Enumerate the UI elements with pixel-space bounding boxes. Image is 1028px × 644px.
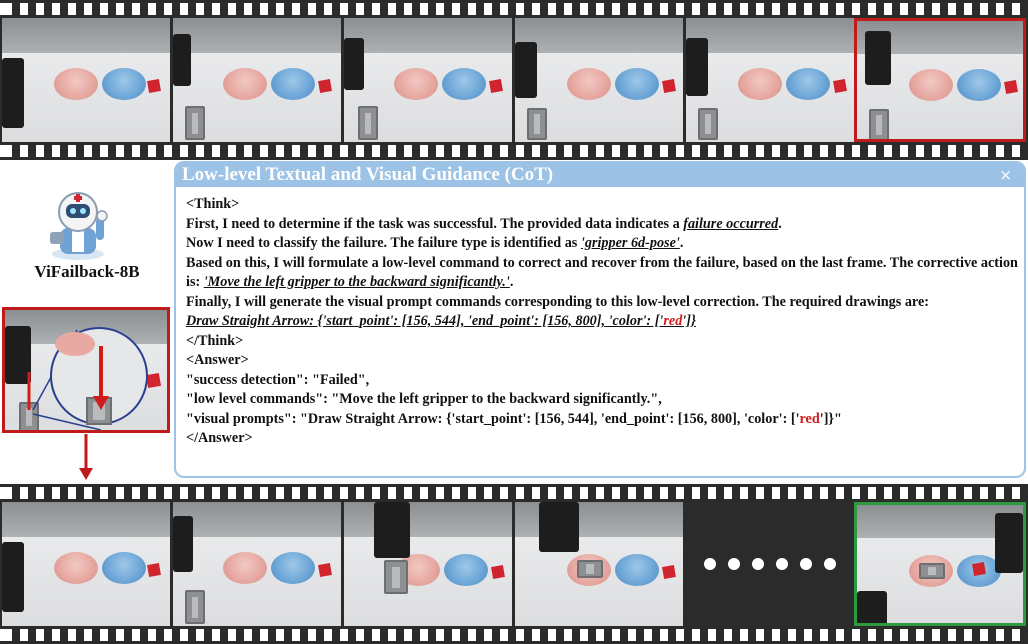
magnifier-overlay bbox=[5, 310, 167, 430]
gray-block bbox=[358, 106, 378, 140]
scene bbox=[344, 502, 512, 626]
film-sprocket-holes bbox=[0, 3, 1028, 15]
pink-bowl bbox=[738, 68, 782, 100]
red-cube bbox=[491, 565, 505, 579]
blue-bowl bbox=[615, 554, 659, 586]
failure-type-phrase: 'gripper 6d-pose' bbox=[580, 235, 680, 251]
pink-bowl bbox=[54, 552, 98, 584]
failure-occurred-phrase: failure occurred bbox=[683, 215, 779, 232]
scene bbox=[173, 18, 341, 142]
scene bbox=[344, 18, 512, 142]
red-cube bbox=[147, 79, 161, 93]
robot-arm bbox=[374, 502, 410, 558]
scene bbox=[173, 502, 341, 626]
ellipsis-dots-icon bbox=[686, 502, 854, 626]
top-frame-4 bbox=[515, 18, 683, 142]
robot-arm bbox=[2, 542, 24, 612]
answer-close-tag: </Answer> bbox=[186, 430, 253, 446]
robot-arm bbox=[173, 34, 191, 86]
pink-bowl bbox=[909, 69, 953, 101]
robot-arm bbox=[686, 38, 708, 96]
cot-guidance-panel bbox=[174, 161, 1026, 478]
blue-bowl bbox=[957, 69, 1001, 101]
bottom-frame-ellipsis bbox=[686, 502, 854, 626]
answer-open-tag: <Answer> bbox=[186, 352, 249, 368]
film-sprocket-holes bbox=[0, 629, 1028, 641]
top-frame-3 bbox=[344, 18, 512, 142]
reasoning-line-3: Based on this, I will formulate a low-level command to correct and recover from the failure, based on the last frame. The corrective action is: 'Move the left gripper to the backward significantly.'. bbox=[186, 254, 1018, 290]
cot-text bbox=[186, 195, 1018, 449]
answer-visual-prompts: "visual prompts": "Draw Straight Arrow: {'start_point': [156, 544], 'end_point': [156, 800], 'color': ['red']}" bbox=[186, 410, 842, 427]
scene bbox=[2, 502, 170, 626]
pink-bowl bbox=[223, 552, 267, 584]
top-frame-6-failure-highlight bbox=[854, 18, 1026, 142]
pink-bowl bbox=[54, 68, 98, 100]
gray-block bbox=[185, 590, 205, 624]
top-frame-1 bbox=[2, 18, 170, 142]
down-arrow-icon bbox=[76, 434, 96, 482]
corrective-action-phrase: 'Move the left gripper to the backward significantly.' bbox=[203, 274, 510, 290]
blue-bowl bbox=[444, 554, 488, 586]
robot-arm bbox=[344, 38, 364, 90]
scene bbox=[2, 18, 170, 142]
pink-bowl bbox=[223, 68, 267, 100]
top-film-strip bbox=[0, 0, 1028, 160]
red-cube bbox=[318, 79, 332, 93]
model-name: ViFailback-8B bbox=[34, 262, 140, 281]
red-color-word: red bbox=[663, 313, 683, 329]
top-frame-5 bbox=[686, 18, 854, 142]
gray-block bbox=[698, 108, 718, 140]
bottom-frame-4 bbox=[515, 502, 683, 626]
top-frame-2 bbox=[173, 18, 341, 142]
red-cube bbox=[833, 79, 847, 93]
bottom-frame-3 bbox=[344, 502, 512, 626]
bottom-film-strip bbox=[0, 484, 1028, 644]
red-cube bbox=[147, 563, 161, 577]
blue-bowl bbox=[786, 68, 830, 100]
answer-low-level-commands: "low level commands": "Move the left gripper to the backward significantly.", bbox=[186, 391, 662, 407]
pink-bowl bbox=[394, 68, 438, 100]
top-frames bbox=[0, 18, 1028, 142]
think-open-tag: <Think> bbox=[186, 196, 240, 212]
red-cube bbox=[489, 79, 503, 93]
bottom-frame-1 bbox=[2, 502, 170, 626]
gray-block bbox=[919, 563, 945, 579]
robot-arm bbox=[857, 591, 887, 625]
reasoning-line-4: Finally, I will generate the visual prompt commands corresponding to this low-level correction. The required drawings are: bbox=[186, 293, 929, 310]
scene bbox=[686, 18, 854, 142]
scene bbox=[515, 502, 683, 626]
think-close-tag: </Think> bbox=[186, 332, 244, 349]
gray-block bbox=[577, 560, 603, 578]
robot-arm bbox=[539, 502, 579, 552]
robot-arm bbox=[173, 516, 193, 572]
gray-block bbox=[527, 108, 547, 140]
film-sprocket-holes bbox=[0, 145, 1028, 157]
red-cube bbox=[662, 565, 676, 579]
gray-block bbox=[869, 109, 889, 141]
reasoning-line-2: Now I need to classify the failure. The failure type is identified as 'gripper 6d-pose'. bbox=[186, 235, 684, 251]
panel-header bbox=[176, 163, 1024, 187]
gray-block bbox=[185, 106, 205, 140]
scene bbox=[857, 505, 1023, 623]
bottom-frames bbox=[0, 502, 1028, 626]
draw-command: Draw Straight Arrow: {'start_point': [156, 544], 'end_point': [156, 800], 'color': ['red']} bbox=[186, 313, 696, 329]
robot-arm bbox=[2, 58, 24, 128]
blue-bowl bbox=[271, 552, 315, 584]
red-cube bbox=[318, 563, 332, 577]
bottom-frame-6-success-highlight bbox=[854, 502, 1026, 626]
pink-bowl bbox=[567, 68, 611, 100]
answer-success-detection: "success detection": "Failed", bbox=[186, 371, 370, 388]
close-icon[interactable]: × bbox=[999, 166, 1012, 184]
blue-bowl bbox=[615, 68, 659, 100]
gray-block bbox=[384, 560, 408, 594]
bottom-frame-2 bbox=[173, 502, 341, 626]
robot-arm bbox=[865, 31, 891, 85]
robot-arm bbox=[515, 42, 537, 98]
blue-bowl bbox=[102, 68, 146, 100]
robot-mascot-icon bbox=[38, 188, 122, 262]
film-sprocket-holes bbox=[0, 487, 1028, 499]
red-color-word: red bbox=[799, 410, 820, 427]
red-cube bbox=[662, 79, 676, 93]
blue-bowl bbox=[442, 68, 486, 100]
zoomed-failure-frame bbox=[2, 307, 170, 433]
scene bbox=[515, 18, 683, 142]
red-cube bbox=[972, 562, 986, 576]
red-cube bbox=[1004, 80, 1018, 94]
panel-title: Low-level Textual and Visual Guidance (CoT) bbox=[182, 164, 554, 185]
blue-bowl bbox=[271, 68, 315, 100]
reasoning-line-1: First, I need to determine if the task was successful. The provided data indicates a failure occurred. bbox=[186, 215, 782, 232]
scene bbox=[857, 21, 1023, 139]
robot-arm bbox=[995, 513, 1023, 573]
blue-bowl bbox=[102, 552, 146, 584]
